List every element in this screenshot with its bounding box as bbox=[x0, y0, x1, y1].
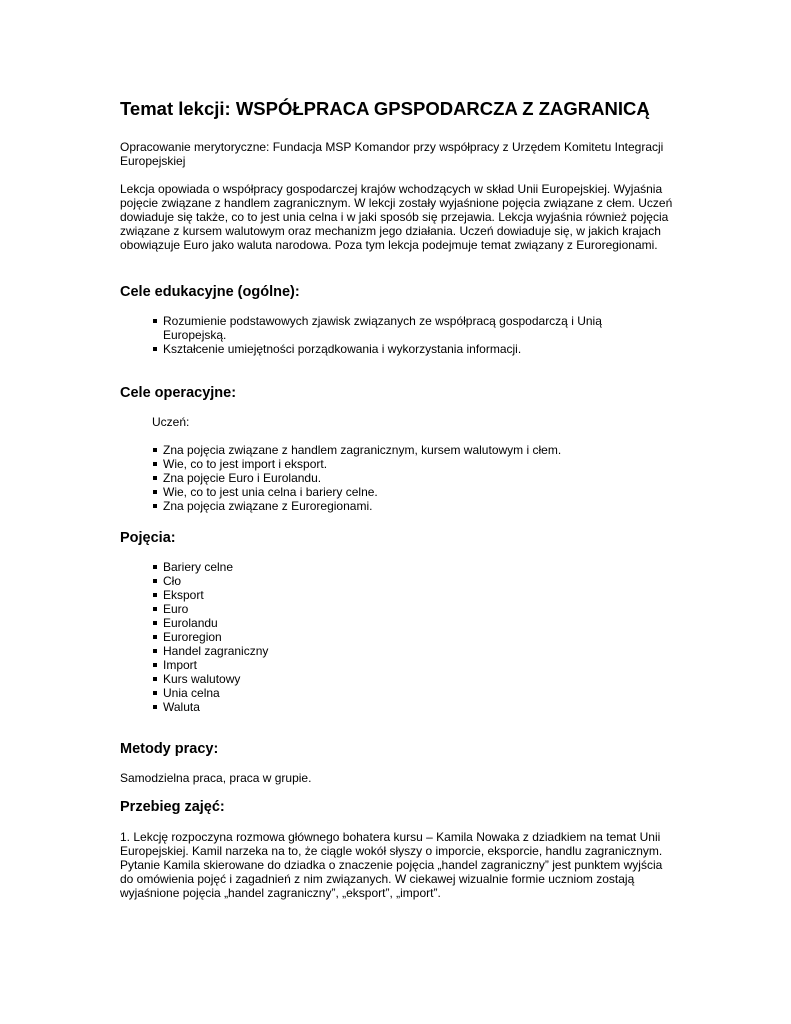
bullet-icon bbox=[153, 347, 157, 351]
bullet-icon bbox=[153, 565, 157, 569]
list-item: Bariery celne bbox=[152, 560, 452, 574]
list-item: Handel zagraniczny bbox=[152, 644, 452, 658]
operational-goals-list bbox=[152, 443, 652, 513]
list-item: Unia celna bbox=[152, 686, 452, 700]
list-item: Zna pojęcie Euro i Eurolandu. bbox=[152, 471, 652, 485]
general-goals-heading: Cele edukacyjne (ogólne): bbox=[120, 284, 300, 300]
course-heading: Przebieg zajęć: bbox=[120, 799, 225, 815]
list-item: Wie, co to jest import i eksport. bbox=[152, 457, 652, 471]
concepts-heading: Pojęcia: bbox=[120, 530, 176, 546]
lesson-intro: Lekcja opowiada o współpracy gospodarczej krajów wchodzących w skład Unii Europejskiej. Wyjaśnia pojęcie związane z handlem zagranicznym. W lekcji zostały wyjaśnione pojęcia związane z cłem. Uczeń dowiaduje się także, co to jest unia celna i w jaki sposób się przejawia. Lekcja wyjaśnia również pojęcia związane z kursem walutowym oraz mechanizm jego działania. Uczeń dowiaduje się, w jakich krajach obowiązuje Euro jako waluta narodowa. Poza tym lekcja podejmuje temat związany z Euroregionami. bbox=[120, 182, 673, 252]
list-item: Zna pojęcia związane z handlem zagranicznym, kursem walutowym i cłem. bbox=[152, 443, 652, 457]
list-item: Eurolandu bbox=[152, 616, 452, 630]
bullet-icon bbox=[153, 448, 157, 452]
bullet-icon bbox=[153, 621, 157, 625]
author-note: Opracowanie merytoryczne: Fundacja MSP Komandor przy współpracy z Urzędem Komitetu Integracji Europejskiej bbox=[120, 140, 664, 168]
course-text: 1. Lekcję rozpoczyna rozmowa głównego bohatera kursu – Kamila Nowaka z dziadkiem na temat Unii Europejskiej. Kamil narzeka na to, że ciągle wokół słyszy o imporcie, eksporcie, handlu zagranicznym. Pytanie Kamila skierowane do dziadka o znaczenie pojęcia „handel zagraniczny” jest punktem wyjścia do omówienia pojęć i zagadnień z nim związanych. W ciekawej wizualnie formie uczniom zostają wyjaśnione pojęcia „handel zagraniczny”, „eksport”, „import”. bbox=[120, 830, 663, 900]
list-item: Eksport bbox=[152, 588, 452, 602]
list-item: Euroregion bbox=[152, 630, 452, 644]
list-item: Kurs walutowy bbox=[152, 672, 452, 686]
bullet-icon bbox=[153, 319, 157, 323]
bullet-icon bbox=[153, 649, 157, 653]
bullet-icon bbox=[153, 691, 157, 695]
list-item: Kształcenie umiejętności porządkowania i wykorzystania informacji. bbox=[152, 342, 632, 356]
bullet-icon bbox=[153, 677, 157, 681]
bullet-icon bbox=[153, 593, 157, 597]
operational-goals-subject: Uczeń: bbox=[152, 415, 190, 429]
bullet-icon bbox=[153, 663, 157, 667]
concepts-list bbox=[152, 560, 452, 714]
methods-heading: Metody pracy: bbox=[120, 741, 219, 757]
bullet-icon bbox=[153, 476, 157, 480]
bullet-icon bbox=[153, 607, 157, 611]
bullet-icon bbox=[153, 504, 157, 508]
bullet-icon bbox=[153, 462, 157, 466]
list-item: Cło bbox=[152, 574, 452, 588]
list-item: Waluta bbox=[152, 700, 452, 714]
list-item: Zna pojęcia związane z Euroregionami. bbox=[152, 499, 652, 513]
bullet-icon bbox=[153, 635, 157, 639]
list-item: Wie, co to jest unia celna i bariery celne. bbox=[152, 485, 652, 499]
lesson-title: Temat lekcji: WSPÓŁPRACA GPSPODARCZA Z ZAGRANICĄ bbox=[120, 98, 650, 119]
bullet-icon bbox=[153, 579, 157, 583]
bullet-icon bbox=[153, 490, 157, 494]
list-item: Euro bbox=[152, 602, 452, 616]
list-item: Import bbox=[152, 658, 452, 672]
general-goals-list bbox=[152, 314, 632, 356]
list-item: Rozumienie podstawowych zjawisk związanych ze współpracą gospodarczą i Unią Europejską. bbox=[152, 314, 632, 342]
methods-text: Samodzielna praca, praca w grupie. bbox=[120, 771, 312, 785]
bullet-icon bbox=[153, 705, 157, 709]
operational-goals-heading: Cele operacyjne: bbox=[120, 385, 237, 401]
